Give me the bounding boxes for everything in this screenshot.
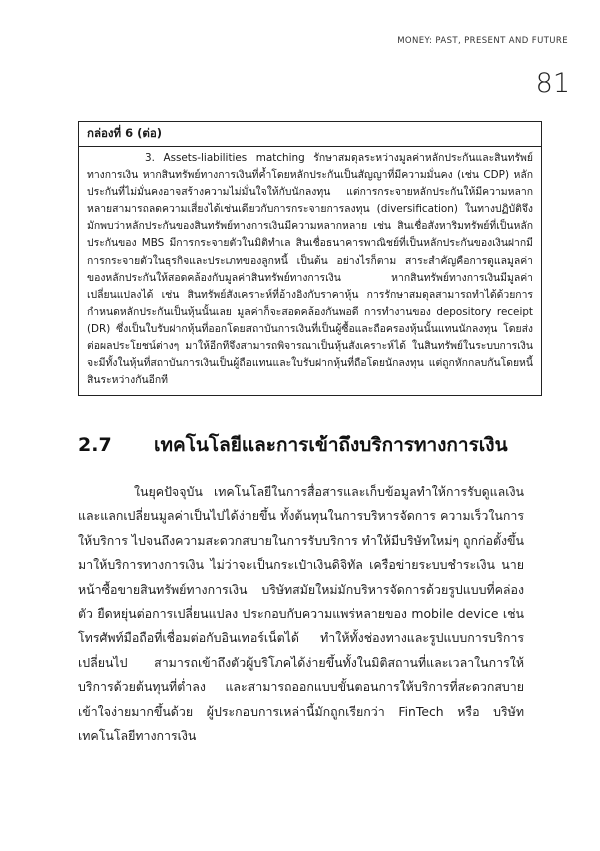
section-heading <box>78 430 548 460</box>
box-body: 3. Assets-liabilities matching รักษาสมดุลระหว่างมูลค่าหลักประกันและสินทรัพย์ทางการเงิน หากสินทรัพย์ทางการเงินที่ค้ำโดยหลักประกันเป็นสัญญาที่มีความมั่นคง (เช่น CDP) หลักประกันที่ไม่มั่นคงอาจสร้างความไม่มั่นใจให้กับนักลงทุน แต่การกระจายหลักประกันให้มีความหลากหลายสามารถลดความเสี่ยงได้เช่นเดียวกับการกระจายการลงทุน (diversification) ในทางปฏิบัติจึงมักพบว่าหลักประกันของสินทรัพย์ทางการเงินมีความหลากหลาย เช่น สินเชื่อสังหาริมทรัพย์ที่เป็นหลักประกันของ MBS มีการกระจายตัวในมิติทำเล สินเชื่อธนาคารพาณิชย์ที่เป็นหลักประกันของเงินฝากมีการกระจายตัวในธุรกิจและประเภทของลูกหนี้ เป็นต้น อย่างไรก็ตาม สาระสำคัญคือการดูแลมูลค่าของหลักประกันให้สอดคล้องกับมูลค่าสินทรัพย์ทางการเงิน หากสินทรัพย์ทางการเงินมีมูลค่าเปลี่ยนแปลงได้ เช่น สินทรัพย์สังเคราะห์ที่อ้างอิงกับราคาหุ้น การรักษาสมดุลสามารถทำได้ด้วยการกำหนดหลักประกันเป็นหุ้นนั้นเลย มูลค่าก็จะสอดคล้องกันพอดี การทำงานของ depository receipt (DR) ซึ่งเป็นใบรับฝากหุ้นที่ออกโดยสถาบันการเงินที่เป็นผู้ซื้อและถือครองหุ้นนั้นแทนนักลงทุน โดยส่งต่อผลประโยชน์ต่างๆ มาให้อีกทีจึงสามารถพิจารณาเป็นหุ้นสังเคราะห์ได้ ในสินทรัพย์ในระบบการเงินจะมีทั้งในหุ้นที่สถาบันการเงินเป็นผู้ถือแทนและใบรับฝากหุ้นที่ถือโดยนักลงทุน แต่ถูกหักกลบกันโดยหนี้สินระหว่างกันอีกที <box>87 152 533 387</box>
box-title: กล่องที่ 6 (ต่อ) <box>79 122 541 147</box>
box-6-continued <box>78 121 542 396</box>
body-paragraph: ในยุคปัจจุบัน เทคโนโลยีในการสื่อสารและเก็บข้อมูลทำให้การรับดูแลเงินและแลกเปลี่ยนมูลค่าเป็นไปได้ง่ายขึ้น ทั้งต้นทุนในการบริหารจัดการ ความเร็วในการให้บริการ ไปจนถึงความสะดวกสบายในการรับบริการ ทำให้มีบริษัทใหม่ๆ ถูกก่อตั้งขึ้นมาให้บริการทางการเงิน ไม่ว่าจะเป็นกระเป๋าเงินดิจิทัล เครือข่ายระบบชำระเงิน นายหน้าซื้อขายสินทรัพย์ทางการเงิน บริษัทสมัยใหม่มักบริหารจัดการด้วยรูปแบบที่คล่องตัว ยืดหยุ่นต่อการเปลี่ยนแปลง ประกอบกับความแพร่หลายของ mobile device เช่นโทรศัพท์มือถือที่เชื่อมต่อกับอินเทอร์เน็ตได้ ทำให้ทั้งช่องทางและรูปแบบการบริการเปลี่ยนไป สามารถเข้าถึงตัวผู้บริโภคได้ง่ายขึ้นทั้งในมิติสถานที่และเวลาในการให้บริการด้วยต้นทุนที่ต่ำลง และสามารถออกแบบขั้นตอนการให้บริการที่สะดวกสบาย เข้าใจง่ายมากขึ้นด้วย ผู้ประกอบการเหล่านี้มักถูกเรียกว่า FinTech หรือ บริษัทเทคโนโลยีทางการเงิน <box>78 484 524 744</box>
page-number: 81 <box>535 68 570 99</box>
section-title: เทคโนโลยีและการเข้าถึงบริการทางการเงิน <box>154 434 508 456</box>
running-head: MONEY: PAST, PRESENT AND FUTURE <box>397 36 568 46</box>
section-number: 2.7 <box>78 434 112 456</box>
